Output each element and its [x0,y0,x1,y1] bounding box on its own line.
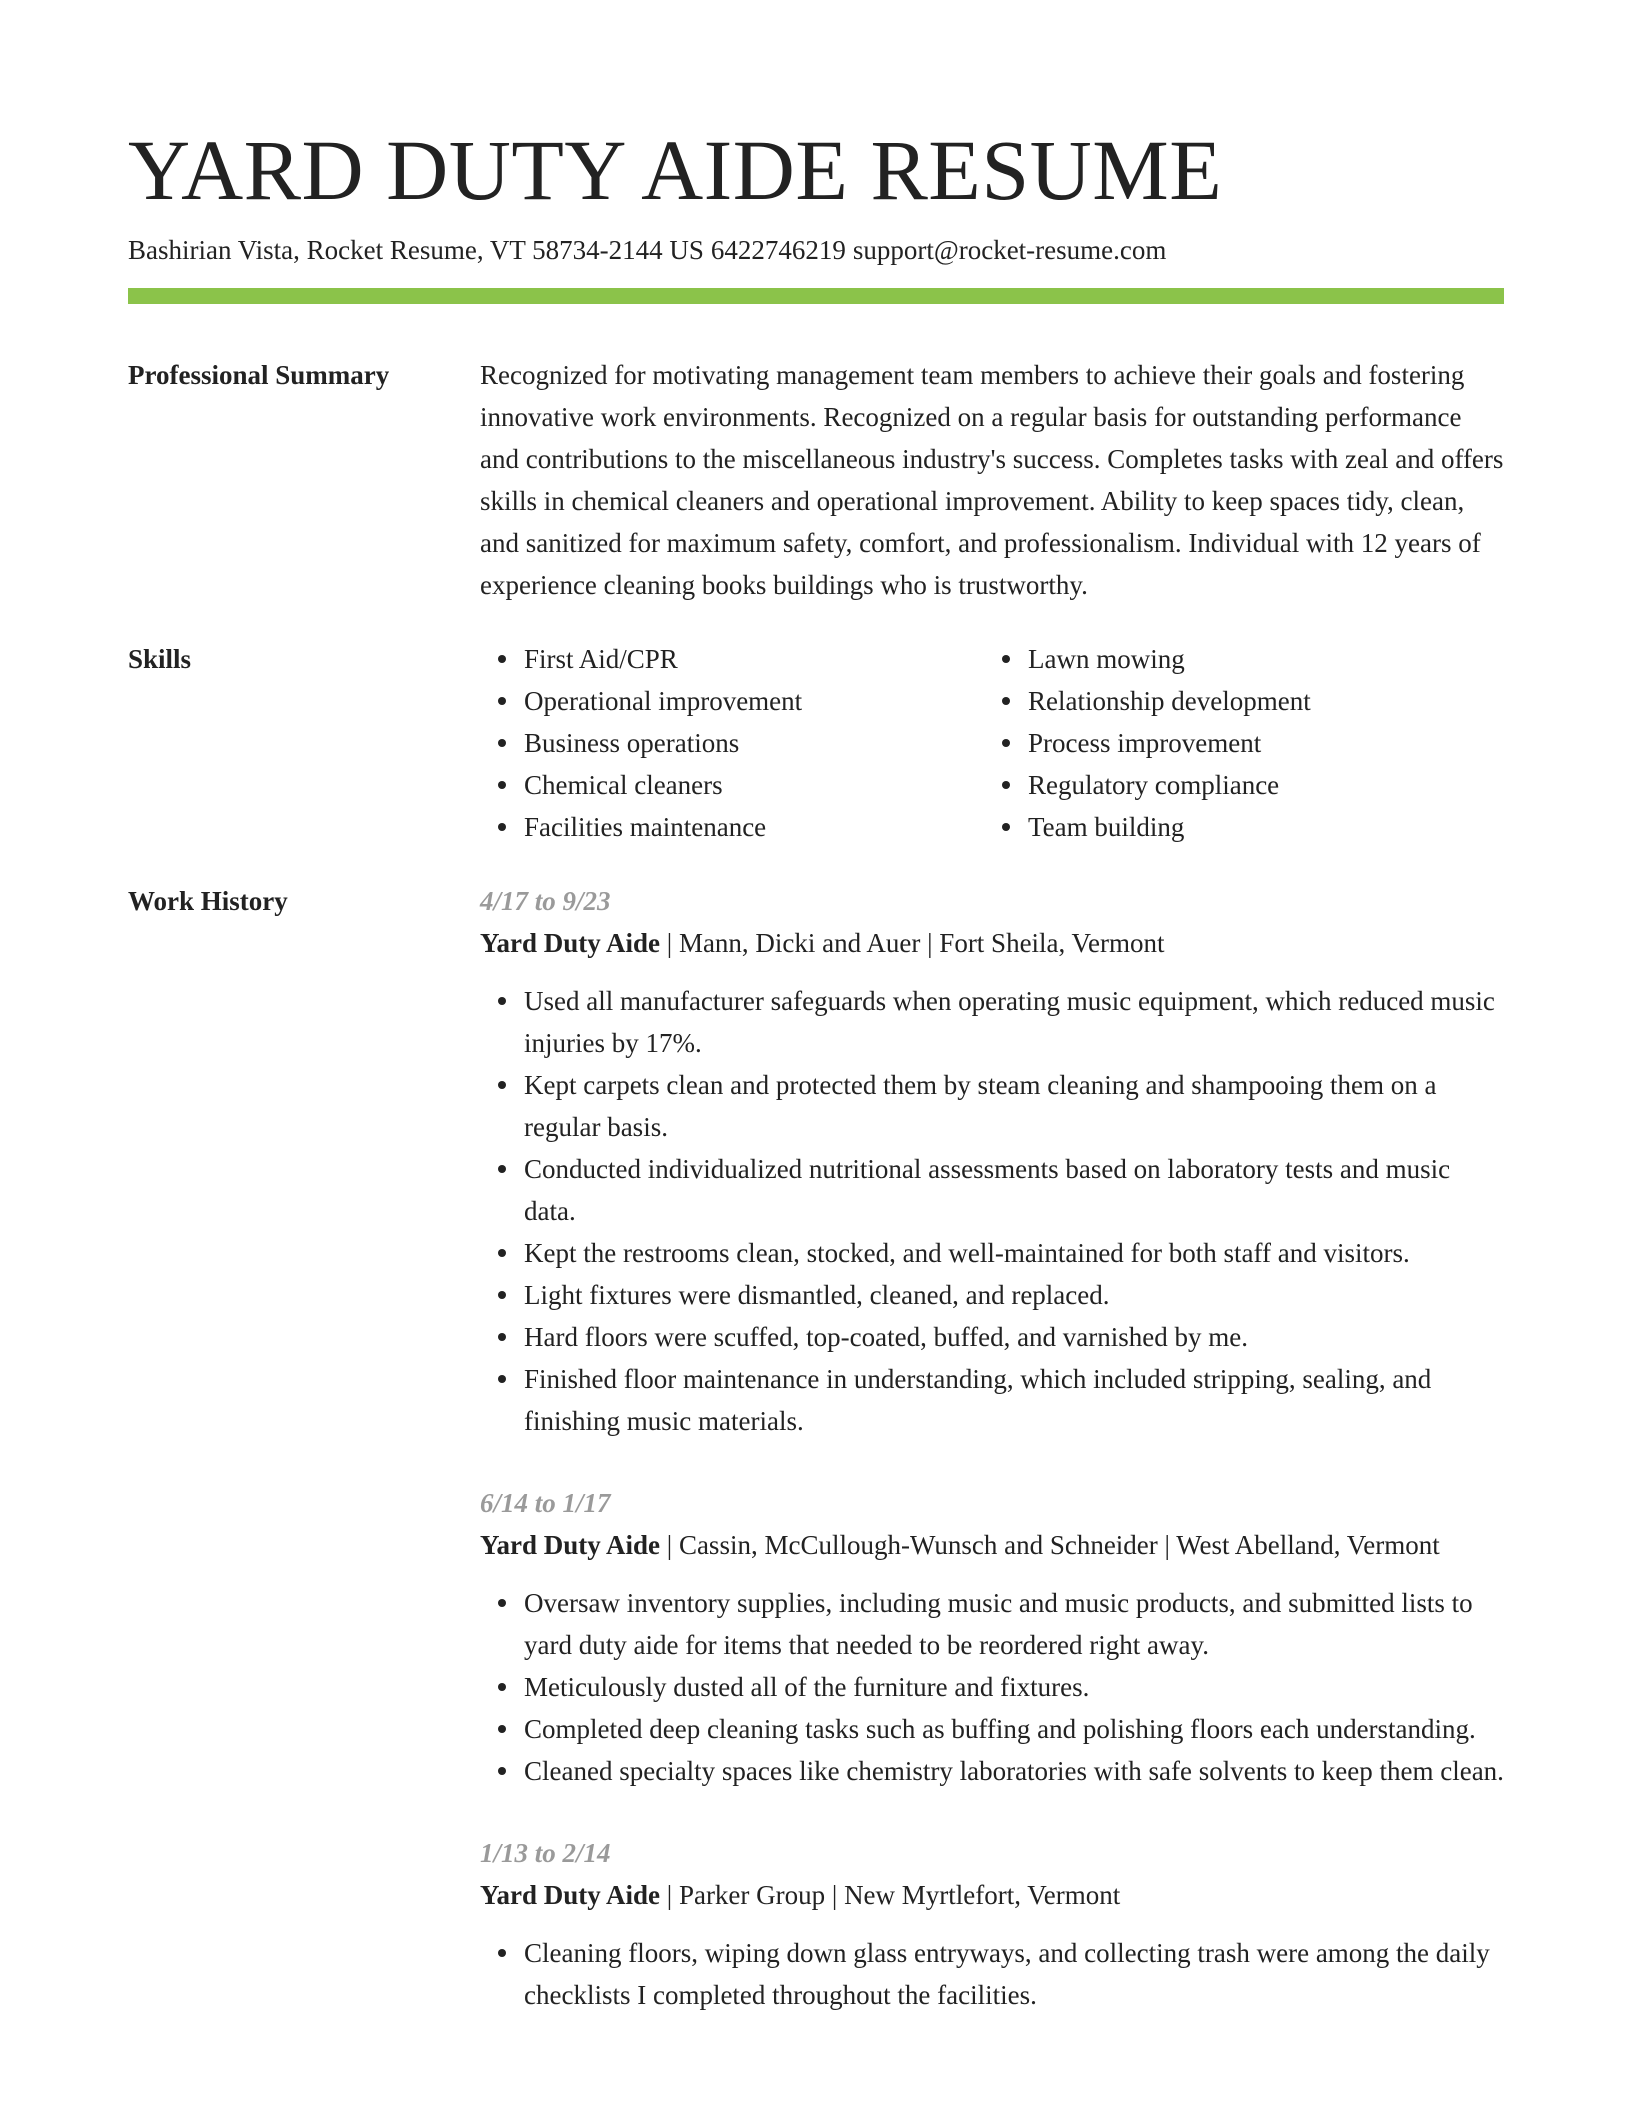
job-company: Cassin, McCullough-Wunsch and Schneider [678,1530,1158,1560]
professional-summary-section [128,354,1504,606]
skill-item: Team building [1028,806,1488,848]
section-label-skills: Skills [128,644,192,674]
job-separator: | [831,1880,838,1910]
contact-address: Bashirian Vista, Rocket Resume, VT 58734-2144 US [128,235,704,265]
job-separator: | [666,1530,673,1560]
job-dates: 6/14 to 1/17 [480,1488,611,1518]
job-bullet: Cleaned specialty spaces like chemistry laboratories with safe solvents to keep them clean. [524,1750,1504,1792]
job-bullet: Cleaning floors, wiping down glass entryways, and collecting trash were among the daily checklists I completed throughout the facilities. [524,1932,1504,2016]
job-dates: 1/13 to 2/14 [480,1838,611,1868]
job-bullet-list [480,980,1504,1442]
job-location: West Abelland, Vermont [1176,1530,1440,1560]
job-bullet-list [480,1932,1504,2016]
job-location: New Myrtlefort, Vermont [844,1880,1121,1910]
job-entry [480,1832,1504,2016]
job-bullet: Kept carpets clean and protected them by steam cleaning and shampooing them on a regular basis. [524,1064,1504,1148]
job-separator: | [927,928,933,958]
job-company: Mann, Dicki and Auer [678,928,921,958]
skills-list-right [984,638,1488,848]
job-separator: | [666,928,673,958]
section-label-work-history: Work History [128,886,288,916]
contact-email[interactable]: support@rocket-resume.com [852,235,1167,265]
job-company: Parker Group [678,1880,826,1910]
job-bullet: Used all manufacturer safeguards when operating music equipment, which reduced music injuries by 17%. [524,980,1504,1064]
job-heading [480,1874,1504,1916]
skill-item: Regulatory compliance [1028,764,1488,806]
job-location: Fort Sheila, Vermont [939,928,1165,958]
skill-item: First Aid/CPR [524,638,984,680]
job-separator: | [666,1880,673,1910]
job-heading [480,922,1504,964]
job-title: Yard Duty Aide [480,1530,661,1560]
job-bullet: Oversaw inventory supplies, including music and music products, and submitted lists to yard duty aide for items that needed to be reordered right away. [524,1582,1504,1666]
skill-item: Business operations [524,722,984,764]
skill-item: Chemical cleaners [524,764,984,806]
skills-body [480,638,1504,848]
job-bullet: Completed deep cleaning tasks such as buffing and polishing floors each understanding. [524,1708,1504,1750]
work-history-body [480,880,1504,2056]
job-bullet: Meticulously dusted all of the furniture and fixtures. [524,1666,1504,1708]
job-bullet-list [480,1582,1504,1792]
job-dates: 4/17 to 9/23 [480,886,611,916]
skills-list-left [480,638,984,848]
skill-item: Facilities maintenance [524,806,984,848]
job-bullet: Finished floor maintenance in understanding, which included stripping, sealing, and finishing music materials. [524,1358,1504,1442]
skill-item: Lawn mowing [1028,638,1488,680]
job-bullet: Hard floors were scuffed, top-coated, buffed, and varnished by me. [524,1316,1504,1358]
skills-section [128,638,1504,848]
job-bullet: Kept the restrooms clean, stocked, and well-maintained for both staff and visitors. [524,1232,1504,1274]
summary-text: Recognized for motivating management team members to achieve their goals and fostering innovative work environments. Recognized on a regular basis for outstanding performance and contributions to the miscellaneous industry's success. Completes tasks with zeal and offers skills in chemical cleaners and operational improvement. Ability to keep spaces tidy, clean, and sanitized for maximum safety, comfort, and professionalism. Individual with 12 years of experience cleaning books buildings who is trustworthy. [480,360,1504,600]
header-divider [128,288,1504,304]
job-title: Yard Duty Aide [480,1880,661,1910]
job-bullet: Conducted individualized nutritional assessments based on laboratory tests and music data. [524,1148,1504,1232]
job-separator: | [1164,1530,1170,1560]
job-bullet: Light fixtures were dismantled, cleaned, and replaced. [524,1274,1504,1316]
summary-body [480,354,1504,606]
skill-item: Process improvement [1028,722,1488,764]
resume-title: YARD DUTY AIDE RESUME [128,122,1223,218]
skill-item: Operational improvement [524,680,984,722]
contact-phone: 6422746219 [710,235,846,265]
contact-line [128,232,1504,268]
job-title: Yard Duty Aide [480,928,661,958]
job-entry [480,1482,1504,1792]
section-label-professional-summary: Professional Summary [128,360,390,390]
work-history-section [128,880,1504,2056]
job-heading [480,1524,1504,1566]
skill-item: Relationship development [1028,680,1488,722]
job-entry [480,880,1504,1442]
